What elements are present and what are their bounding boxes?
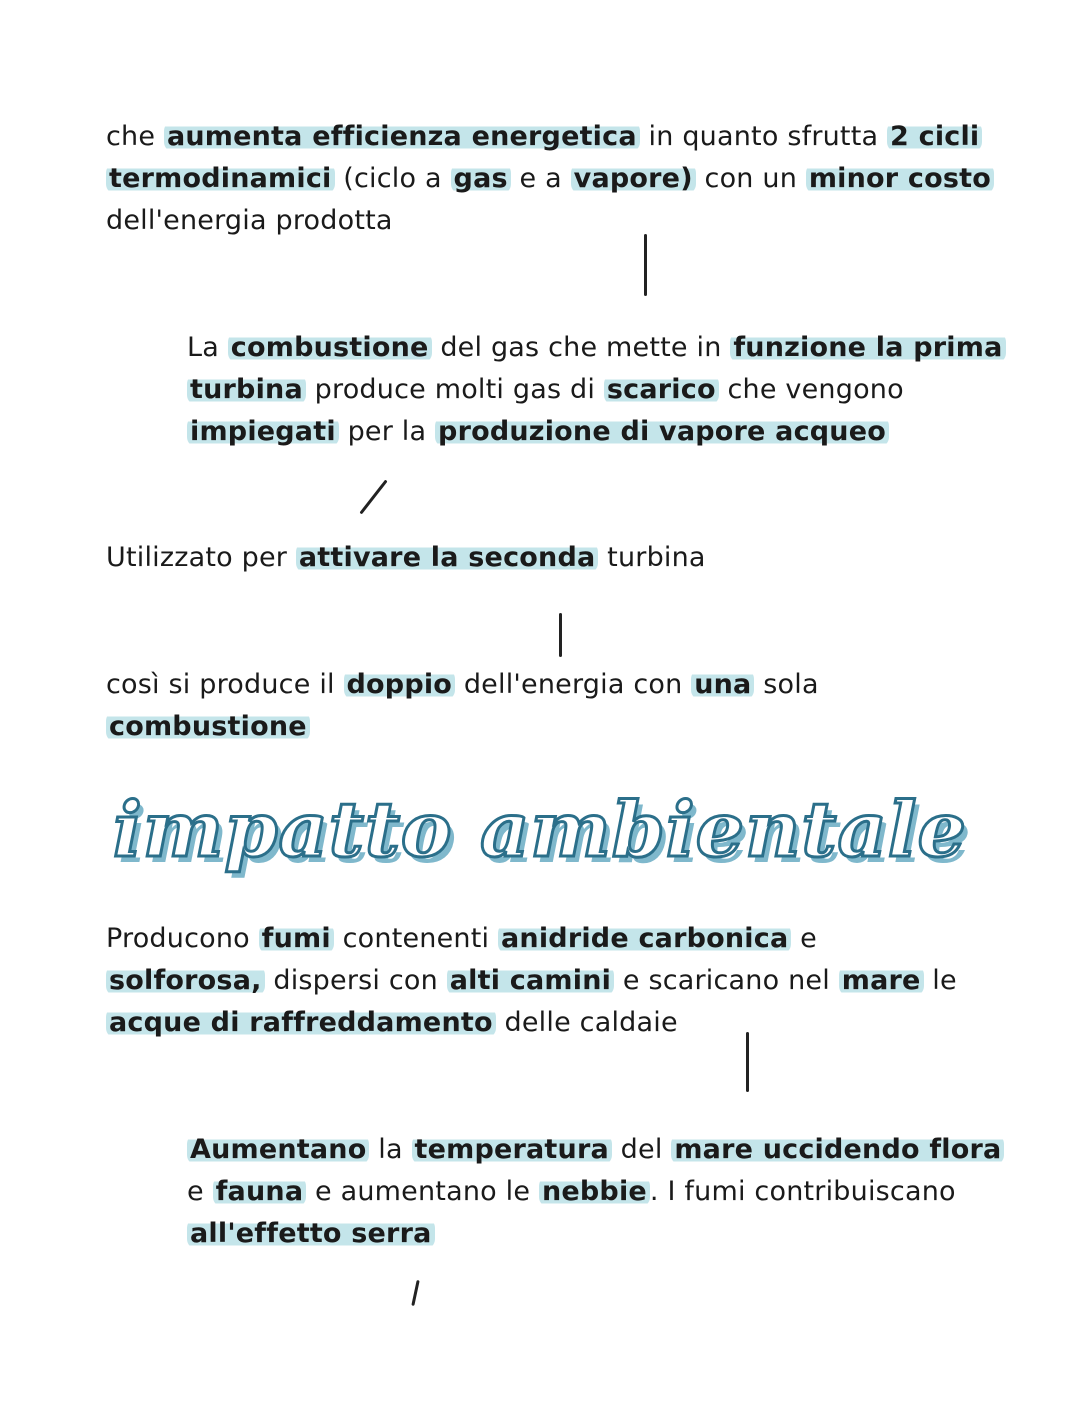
highlighted-text: combustione <box>228 332 432 363</box>
text-segment: . I fumi contribuiscano <box>649 1176 956 1207</box>
highlighted-text: all'effetto serra <box>187 1218 435 1249</box>
highlighted-text: fumi <box>259 923 334 954</box>
paragraph-sea-effects <box>187 1129 1004 1255</box>
text-line <box>187 411 1006 453</box>
highlighted-text: nebbie <box>539 1176 650 1207</box>
text-line <box>106 664 819 706</box>
paragraph-combustion <box>187 327 1006 453</box>
text-segment: dell'energia con <box>455 669 692 700</box>
highlighted-text: scarico <box>604 374 719 405</box>
text-segment: La <box>187 332 228 363</box>
text-segment: le <box>923 965 957 996</box>
text-line <box>106 537 706 579</box>
connector-line <box>644 234 647 296</box>
highlighted-text: combustione <box>106 711 310 742</box>
text-segment: Utilizzato per <box>106 542 296 573</box>
connector-slash <box>359 480 387 515</box>
highlighted-text: vapore) <box>571 163 696 194</box>
text-segment: la <box>369 1134 412 1165</box>
paragraph-emissions <box>106 918 957 1044</box>
text-segment: con un <box>695 163 806 194</box>
text-segment: turbina <box>598 542 706 573</box>
text-segment: produce molti gas di <box>305 374 604 405</box>
text-segment: per la <box>338 416 436 447</box>
highlighted-text: 2 cicli <box>887 121 982 152</box>
text-segment: e a <box>510 163 571 194</box>
text-line <box>106 1002 957 1044</box>
text-line <box>187 327 1006 369</box>
text-segment: del <box>611 1134 672 1165</box>
highlighted-text: fauna <box>213 1176 307 1207</box>
highlighted-text: mare uccidendo flora <box>671 1134 1004 1165</box>
text-line <box>106 158 994 200</box>
text-line <box>106 918 957 960</box>
text-segment: e <box>791 923 817 954</box>
connector-line <box>559 613 562 657</box>
text-line <box>187 1129 1004 1171</box>
text-segment: Producono <box>106 923 259 954</box>
text-segment: e aumentano le <box>306 1176 539 1207</box>
text-line <box>187 1213 1004 1255</box>
highlighted-text: acque di raffreddamento <box>106 1007 496 1038</box>
highlighted-text: anidride carbonica <box>498 923 791 954</box>
highlighted-text: minor costo <box>806 163 994 194</box>
highlighted-text: doppio <box>344 669 456 700</box>
highlighted-text: termodinamici <box>106 163 335 194</box>
connector-slash <box>411 1280 419 1306</box>
highlighted-text: Aumentano <box>187 1134 369 1165</box>
text-line <box>187 369 1006 411</box>
text-segment: così si produce il <box>106 669 344 700</box>
text-segment: e scaricano nel <box>614 965 839 996</box>
text-segment: che <box>106 121 164 152</box>
highlighted-text: attivare la seconda <box>296 542 599 573</box>
text-segment: in quanto sfrutta <box>639 121 888 152</box>
text-line <box>106 706 819 748</box>
highlighted-text: una <box>691 669 754 700</box>
highlighted-text: alti camini <box>447 965 614 996</box>
connector-line <box>746 1032 749 1092</box>
text-segment: delle caldaie <box>495 1007 678 1038</box>
highlighted-text: turbina <box>187 374 306 405</box>
highlighted-text: gas <box>451 163 511 194</box>
highlighted-text: funzione la prima <box>730 332 1005 363</box>
highlighted-text: produzione di vapore acqueo <box>435 416 889 447</box>
text-line <box>106 200 994 242</box>
highlighted-text: mare <box>839 965 924 996</box>
text-line <box>106 116 994 158</box>
highlighted-text: aumenta efficienza energetica <box>164 121 640 152</box>
text-segment: e <box>187 1176 213 1207</box>
text-segment: che vengono <box>718 374 904 405</box>
text-segment: dispersi con <box>264 965 447 996</box>
paragraph-efficiency <box>106 116 994 242</box>
paragraph-second-turbine <box>106 537 706 579</box>
text-line <box>106 960 957 1002</box>
text-segment: contenenti <box>333 923 499 954</box>
text-segment: del gas che mette in <box>431 332 731 363</box>
highlighted-text: temperatura <box>412 1134 612 1165</box>
text-segment: sola <box>754 669 819 700</box>
section-title: impatto ambientale <box>113 785 967 874</box>
highlighted-text: solforosa, <box>106 965 265 996</box>
highlighted-text: impiegati <box>187 416 339 447</box>
text-segment: (ciclo a <box>334 163 451 194</box>
text-line <box>187 1171 1004 1213</box>
text-segment: dell'energia prodotta <box>106 205 393 236</box>
paragraph-double-energy <box>106 664 819 748</box>
